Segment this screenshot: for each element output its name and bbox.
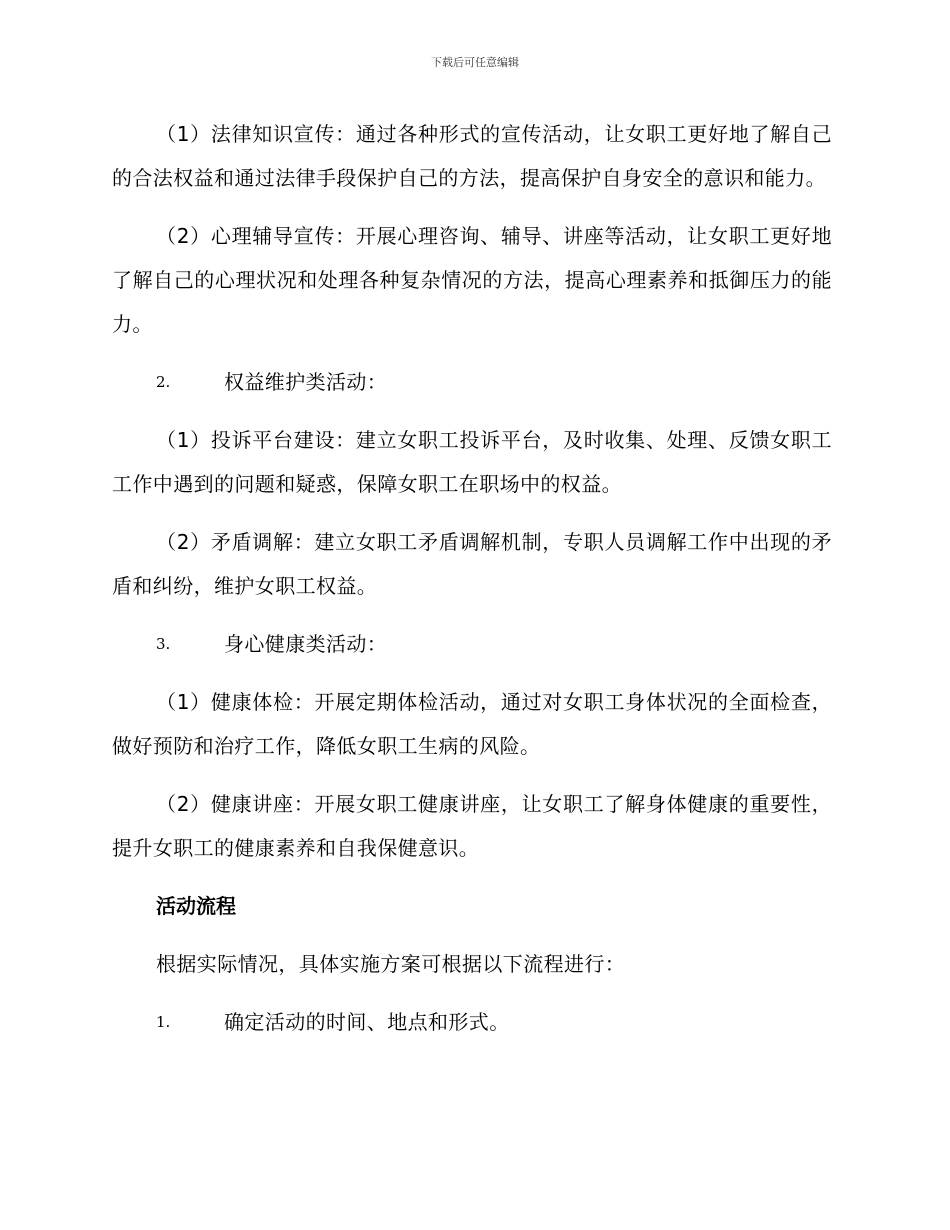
section-heading-activity-process: 活动流程 <box>156 894 236 918</box>
list-item-label: 权益维护类活动： <box>224 370 388 394</box>
paragraph-conflict-mediation: （2）矛盾调解：建立女职工矛盾调解机制，专职人员调解工作中出现的矛盾和纠纷，维护女职工权益。 <box>112 530 832 598</box>
list-item-determine-time <box>112 1000 832 1044</box>
paragraph-process-intro: 根据实际情况，具体实施方案可根据以下流程进行： <box>156 952 626 976</box>
list-number: 1. <box>156 1013 171 1031</box>
document-body <box>112 112 832 1058</box>
list-item-health <box>112 622 832 666</box>
paragraph-legal-publicity: （1）法律知识宣传：通过各种形式的宣传活动，让女职工更好地了解自己的合法权益和通过法律手段保护自己的方法，提高保护自身安全的意识和能力。 <box>112 122 832 190</box>
list-item-label: 确定活动的时间、地点和形式。 <box>224 1010 510 1034</box>
paragraph-complaint-platform: （1）投诉平台建设：建立女职工投诉平台，及时收集、处理、反馈女职工工作中遇到的问题和疑惑，保障女职工在职场中的权益。 <box>112 428 832 496</box>
page-header: 下载后可任意编辑 <box>431 56 519 69</box>
list-item-label: 身心健康类活动： <box>224 632 388 656</box>
paragraph-health-checkup: （1）健康体检：开展定期体检活动，通过对女职工身体状况的全面检查，做好预防和治疗工作，降低女职工生病的风险。 <box>112 690 832 758</box>
paragraph-health-lecture: （2）健康讲座：开展女职工健康讲座，让女职工了解身体健康的重要性，提升女职工的健康素养和自我保健意识。 <box>112 792 832 860</box>
list-number: 3. <box>156 635 171 653</box>
list-number: 2. <box>156 373 171 391</box>
list-item-rights-protection <box>112 360 832 404</box>
paragraph-psychological-counseling: （2）心理辅导宣传：开展心理咨询、辅导、讲座等活动，让女职工更好地了解自己的心理状况和处理各种复杂情况的方法，提高心理素养和抵御压力的能力。 <box>112 224 832 336</box>
